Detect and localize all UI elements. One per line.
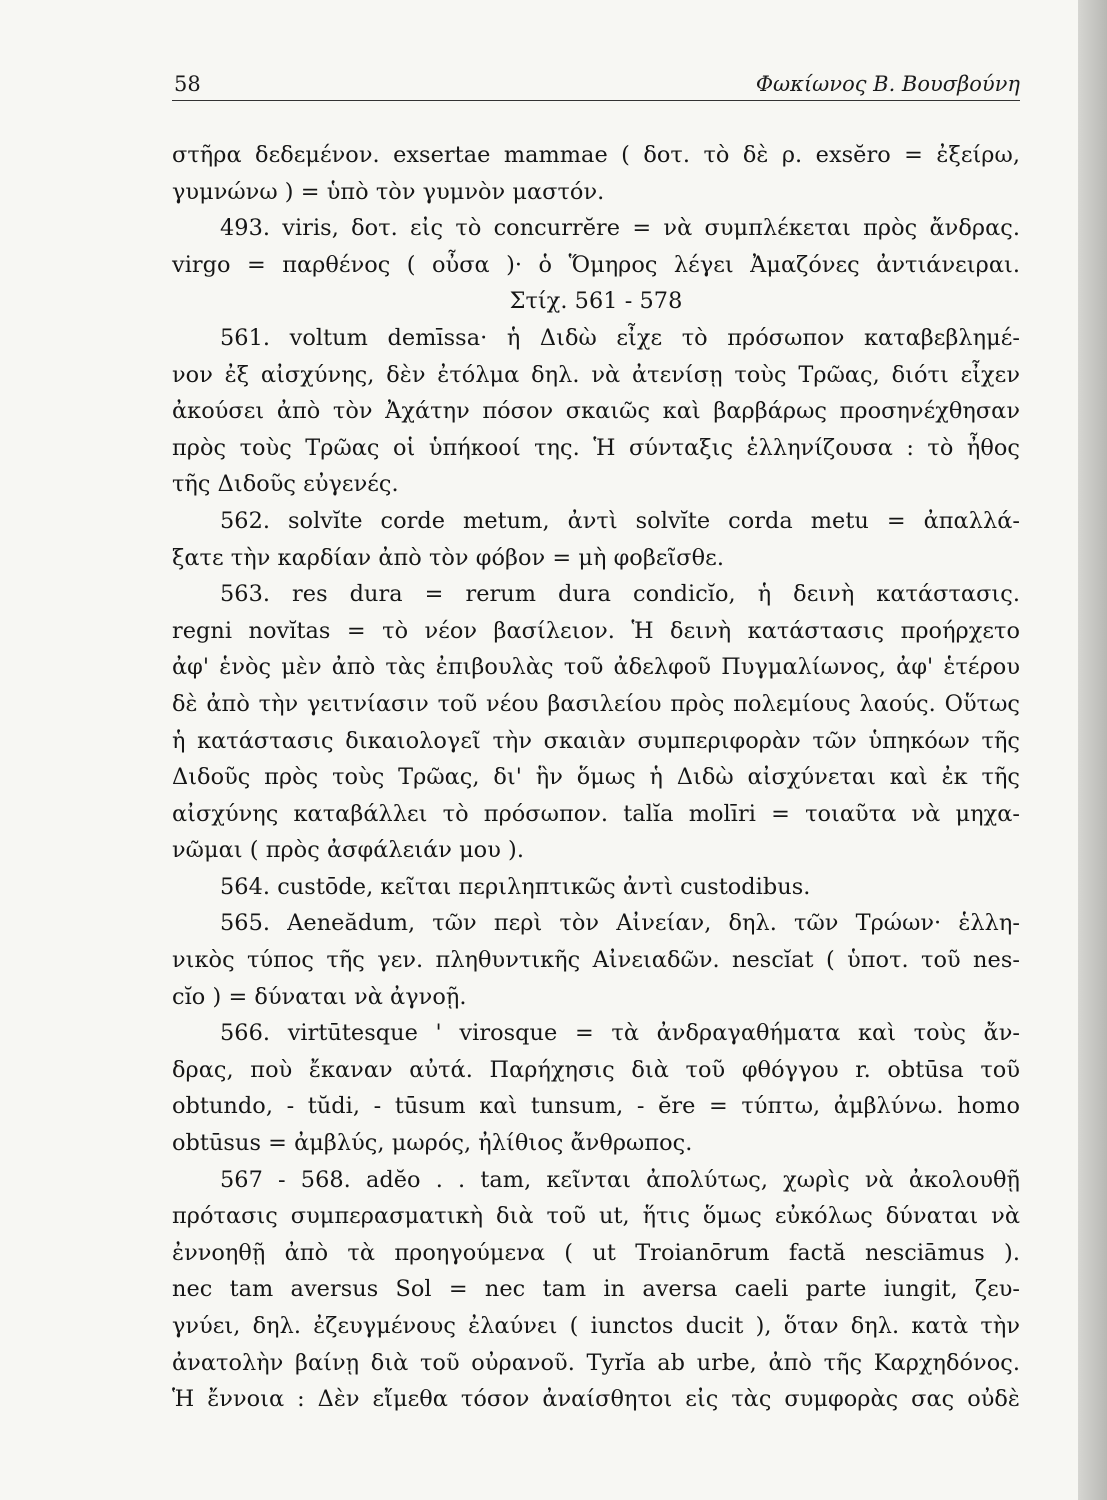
- section-heading: Στίχ. 561 - 578: [509, 288, 683, 315]
- text-line: ξατε τὴν καρδίαν ἀπὸ τὸν φόβον = μὴ φοβεῖσθε.: [172, 544, 724, 571]
- text-line: 567 - 568. adĕo . . tam, κεῖνται ἀπολύτως, χωρὶς νὰ ἀκολουθῇ: [220, 1166, 1020, 1193]
- text-line: τῆς Διδοῦς εὐγενές.: [172, 471, 399, 498]
- text-line: γυμνώνω ) = ὑπὸ τὸν γυμνὸν μαστόν.: [172, 178, 605, 205]
- text-line: 493. viris, δοτ. εἰς τὸ concurrĕre = νὰ συμπλέκεται πρὸς ἄνδρας.: [220, 215, 1020, 242]
- text-line: ἀφ' ἑνὸς μὲν ἀπὸ τὰς ἐπιβουλὰς τοῦ ἀδελφοῦ Πυγμαλίωνος, ἀφ' ἑτέρου: [172, 654, 1020, 681]
- text-line: ἡ κατάστασις δικαιολογεῖ τὴν σκαιὰν συμπεριφορὰν τῶν ὑπηκόων τῆς: [172, 727, 1020, 754]
- text-line: 563. res dura = rerum dura condicĭo, ἡ δεινὴ κατάστασις.: [220, 581, 1020, 608]
- text-line: virgo = παρθένος ( οὖσα )· ὁ Ὅμηρος λέγει Ἀμαζόνες ἀντιάνειραι.: [172, 251, 1020, 278]
- running-head: Φωκίωνος Β. Βουσβούνη: [755, 72, 1020, 96]
- text-line: 564. custōde, κεῖται περιληπτικῶς ἀντὶ custodibus.: [220, 873, 811, 900]
- text-line: 562. solvĭte corde metum, ἀντὶ solvĭte corda metu = ἀπαλλά-: [220, 507, 1020, 534]
- text-line: γνύει, δηλ. ἐζευγμένους ἐλαύνει ( iunctos ducit ), ὅταν δηλ. κατὰ τὴν: [172, 1313, 1020, 1339]
- page-edge-shadow: [1078, 0, 1107, 1500]
- text-line: δρας, ποὺ ἔκαναν αὐτά. Παρήχησις διὰ τοῦ φθόγγου r. obtūsa τοῦ: [172, 1056, 1020, 1083]
- text-line: ἀνατολὴν βαίνῃ διὰ τοῦ οὐρανοῦ. Tyrĭa ab urbe, ἀπὸ τῆς Καρχηδόνος.: [172, 1349, 1020, 1376]
- text-line: ἐννοηθῇ ἀπὸ τὰ προηγούμενα ( ut Troianōrum factă nesciāmus ).: [172, 1239, 1020, 1266]
- commentary-text: [172, 137, 1020, 1418]
- text-line: obtundo, - tŭdi, - tūsum καὶ tunsum, - ĕre = τύπτω, ἀμβλύνω. homo: [172, 1093, 1020, 1120]
- text-line: πρὸς τοὺς Τρῶας οἱ ὑπήκοοί της. Ἡ σύνταξις ἑλληνίζουσα : τὸ ἦθος: [172, 434, 1020, 461]
- text-line: cĭo ) = δύναται νὰ ἀγνοῇ.: [172, 983, 467, 1010]
- text-line: regni novĭtas = τὸ νέον βασίλειον. Ἡ δεινὴ κατάστασις προήρχετο: [172, 617, 1020, 644]
- text-line: 561. voltum demīssa· ἡ Διδὼ εἶχε τὸ πρόσωπον καταβεβλημέ-: [220, 324, 1020, 351]
- text-line: 566. virtūtesque ' virosque = τὰ ἀνδραγαθήματα καὶ τοὺς ἄν-: [220, 1020, 1020, 1047]
- text-line: πρότασις συμπερασματικὴ διὰ τοῦ ut, ἥτις ὅμως εὐκόλως δύναται νὰ: [172, 1203, 1020, 1230]
- text-line: νικὸς τύπος τῆς γεν. πληθυντικῆς Αἰνειαδῶν. nescĭat ( ὑποτ. τοῦ nes-: [172, 947, 1020, 974]
- page-header: [172, 72, 1020, 101]
- page-number: 58: [174, 72, 201, 96]
- text-line: στῆρα δεδεμένον. exsertae mammae ( δοτ. τὸ δὲ ρ. exsĕro = ἐξείρω,: [172, 142, 1020, 168]
- text-line: δὲ ἀπὸ τὴν γειτνίασιν τοῦ νέου βασιλείου πρὸς πολεμίους λαούς. Οὕτως: [172, 690, 1020, 717]
- text-line: νῶμαι ( πρὸς ἀσφάλειάν μου ).: [172, 837, 524, 864]
- text-line: ἀκούσει ἀπὸ τὸν Ἀχάτην πόσον σκαιῶς καὶ βαρβάρως προσηνέχθησαν: [172, 398, 1020, 425]
- text-line: Διδοῦς πρὸς τοὺς Τρῶας, δι' ἣν ὅμως ἡ Διδὼ αἰσχύνεται καὶ ἐκ τῆς: [172, 764, 1020, 791]
- text-line: νον ἐξ αἰσχύνης, δὲν ἐτόλμα δηλ. νὰ ἀτενίσῃ τοὺς Τρῶας, διότι εἶχεν: [172, 361, 1020, 388]
- text-line: obtūsus = ἀμβλύς, μωρός, ἠλίθιος ἄνθρωπος.: [172, 1130, 693, 1157]
- text-line: αἰσχύνης καταβάλλει τὸ πρόσωπον. talĭa molīri = τοιαῦτα νὰ μηχα-: [172, 800, 1020, 827]
- text-line: 565. Aeneădum, τῶν περὶ τὸν Αἰνείαν, δηλ. τῶν Τρώων· ἑλλη-: [220, 910, 1020, 937]
- text-line: Ἡ ἔννοια : Δὲν εἴμεθα τόσον ἀναίσθητοι εἰς τὰς συμφορὰς σας οὐδὲ: [172, 1386, 1020, 1413]
- text-line: nec tam aversus Sol = nec tam in aversa caeli parte iungit, ζευ-: [172, 1276, 1020, 1303]
